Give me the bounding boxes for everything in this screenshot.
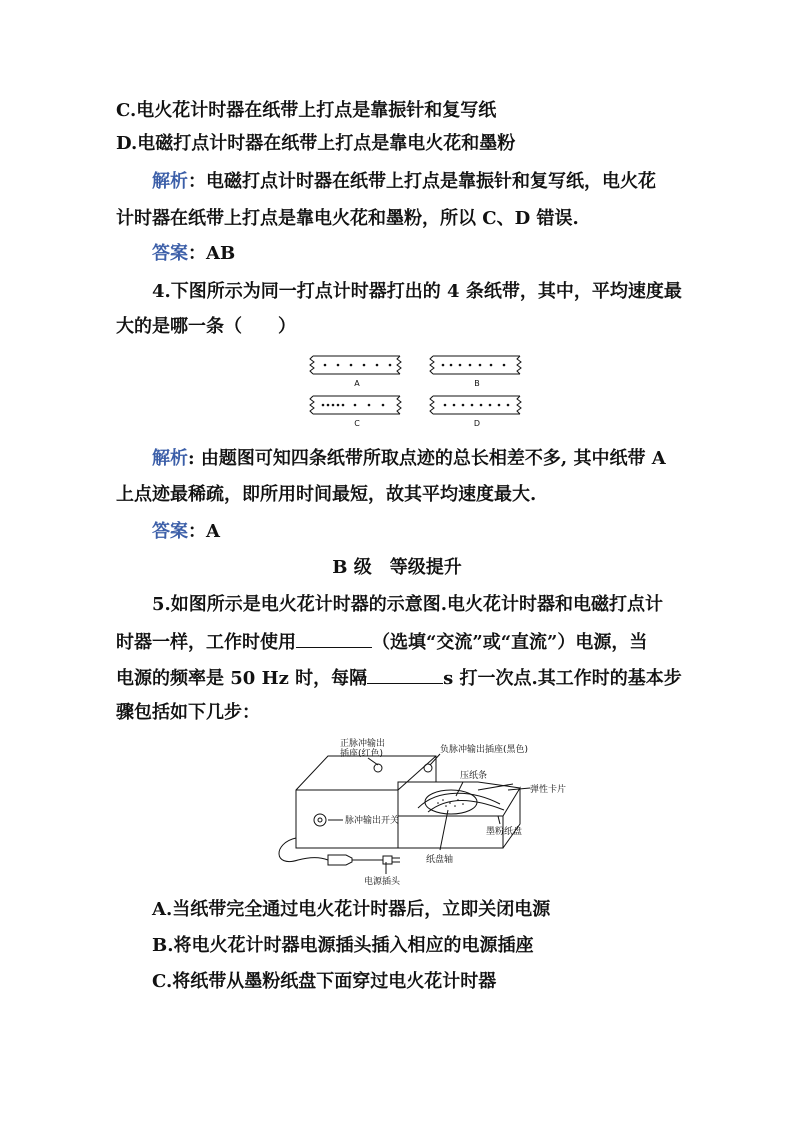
analysis-2 bbox=[152, 447, 666, 471]
label-elastic-card: 弹性卡片 bbox=[530, 785, 567, 795]
label-neg-socket: 负脉冲输出插座(黑色) bbox=[440, 745, 529, 755]
label-toner-disk: 墨粉纸盘 bbox=[486, 827, 523, 837]
tape-label-d: D bbox=[473, 419, 481, 428]
question-5-line3 bbox=[116, 665, 682, 691]
q5-text-2: （选填“交流”或“直流”）电源，当 bbox=[372, 632, 648, 653]
label-disk-axis: 纸盘轴 bbox=[426, 855, 454, 865]
option-d: D.电磁打点计时器在纸带上打点是靠电火花和墨粉 bbox=[116, 133, 516, 154]
answer-2 bbox=[152, 520, 220, 544]
q5-text-1: 时器一样，工作时使用 bbox=[116, 632, 296, 653]
label-pos-socket-2: 插座(红色) bbox=[340, 749, 384, 759]
step-c: C.将纸带从墨粉纸盘下面穿过电火花计时器 bbox=[152, 971, 497, 992]
answer-2-label: 答案 bbox=[152, 521, 188, 542]
step-a: A.当纸带完全通过电火花计时器后，立即关闭电源 bbox=[152, 899, 551, 920]
label-pos-socket-1: 正脉冲输出 bbox=[340, 739, 386, 749]
spark-timer-figure bbox=[268, 738, 598, 888]
question-5-line4: 骤包括如下几步： bbox=[116, 702, 260, 723]
analysis-1 bbox=[152, 170, 656, 194]
analysis-text: ：电磁打点计时器在纸带上打点是靠振针和复写纸，电火花 bbox=[188, 171, 656, 192]
label-power-plug: 电源插头 bbox=[364, 877, 401, 887]
answer-1 bbox=[152, 242, 235, 266]
answer-label: 答案 bbox=[152, 243, 188, 264]
tape-label-b: B bbox=[474, 379, 480, 388]
label-pulse-switch: 脉冲输出开关 bbox=[345, 816, 400, 826]
option-c: C.电火花计时器在纸带上打点是靠振针和复写纸 bbox=[116, 100, 497, 121]
question-5-line2 bbox=[116, 629, 647, 655]
question-5: 5.如图所示是电火花计时器的示意图.电火花计时器和电磁打点计 bbox=[152, 594, 664, 615]
tape-label-a: A bbox=[354, 379, 360, 388]
q5-text-3: 电源的频率是 50 Hz 时，每隔 bbox=[116, 668, 368, 689]
question-4: 4.下图所示为同一打点计时器打出的 4 条纸带，其中，平均速度最 bbox=[152, 281, 682, 302]
analysis-label: 解析 bbox=[152, 171, 188, 192]
tape-figure bbox=[305, 350, 530, 432]
answer-2-value: ：A bbox=[188, 521, 220, 542]
analysis-2-cont: 上点迹最稀疏，即所用时间最短，故其平均速度最大. bbox=[116, 484, 537, 505]
analysis-1-cont: 计时器在纸带上打点是靠电火花和墨粉，所以 C、D 错误. bbox=[116, 208, 579, 229]
analysis-2-text: : 由题图可知四条纸带所取点迹的总长相差不多, 其中纸带 A bbox=[188, 448, 666, 469]
question-4-cont: 大的是哪一条（ ） bbox=[116, 316, 296, 337]
section-heading: B 级 等级提升 bbox=[332, 557, 462, 578]
label-press-strip: 压纸条 bbox=[460, 771, 488, 781]
q5-text-4: s 打一次点.其工作时的基本步 bbox=[443, 668, 682, 689]
step-b: B.将电火花计时器电源插头插入相应的电源插座 bbox=[152, 935, 534, 956]
tape-label-c: C bbox=[354, 419, 360, 428]
analysis-2-label: 解析 bbox=[152, 448, 188, 469]
answer-blank-1[interactable] bbox=[296, 629, 372, 648]
answer-value: ：AB bbox=[188, 243, 236, 264]
answer-blank-2[interactable] bbox=[367, 665, 443, 684]
